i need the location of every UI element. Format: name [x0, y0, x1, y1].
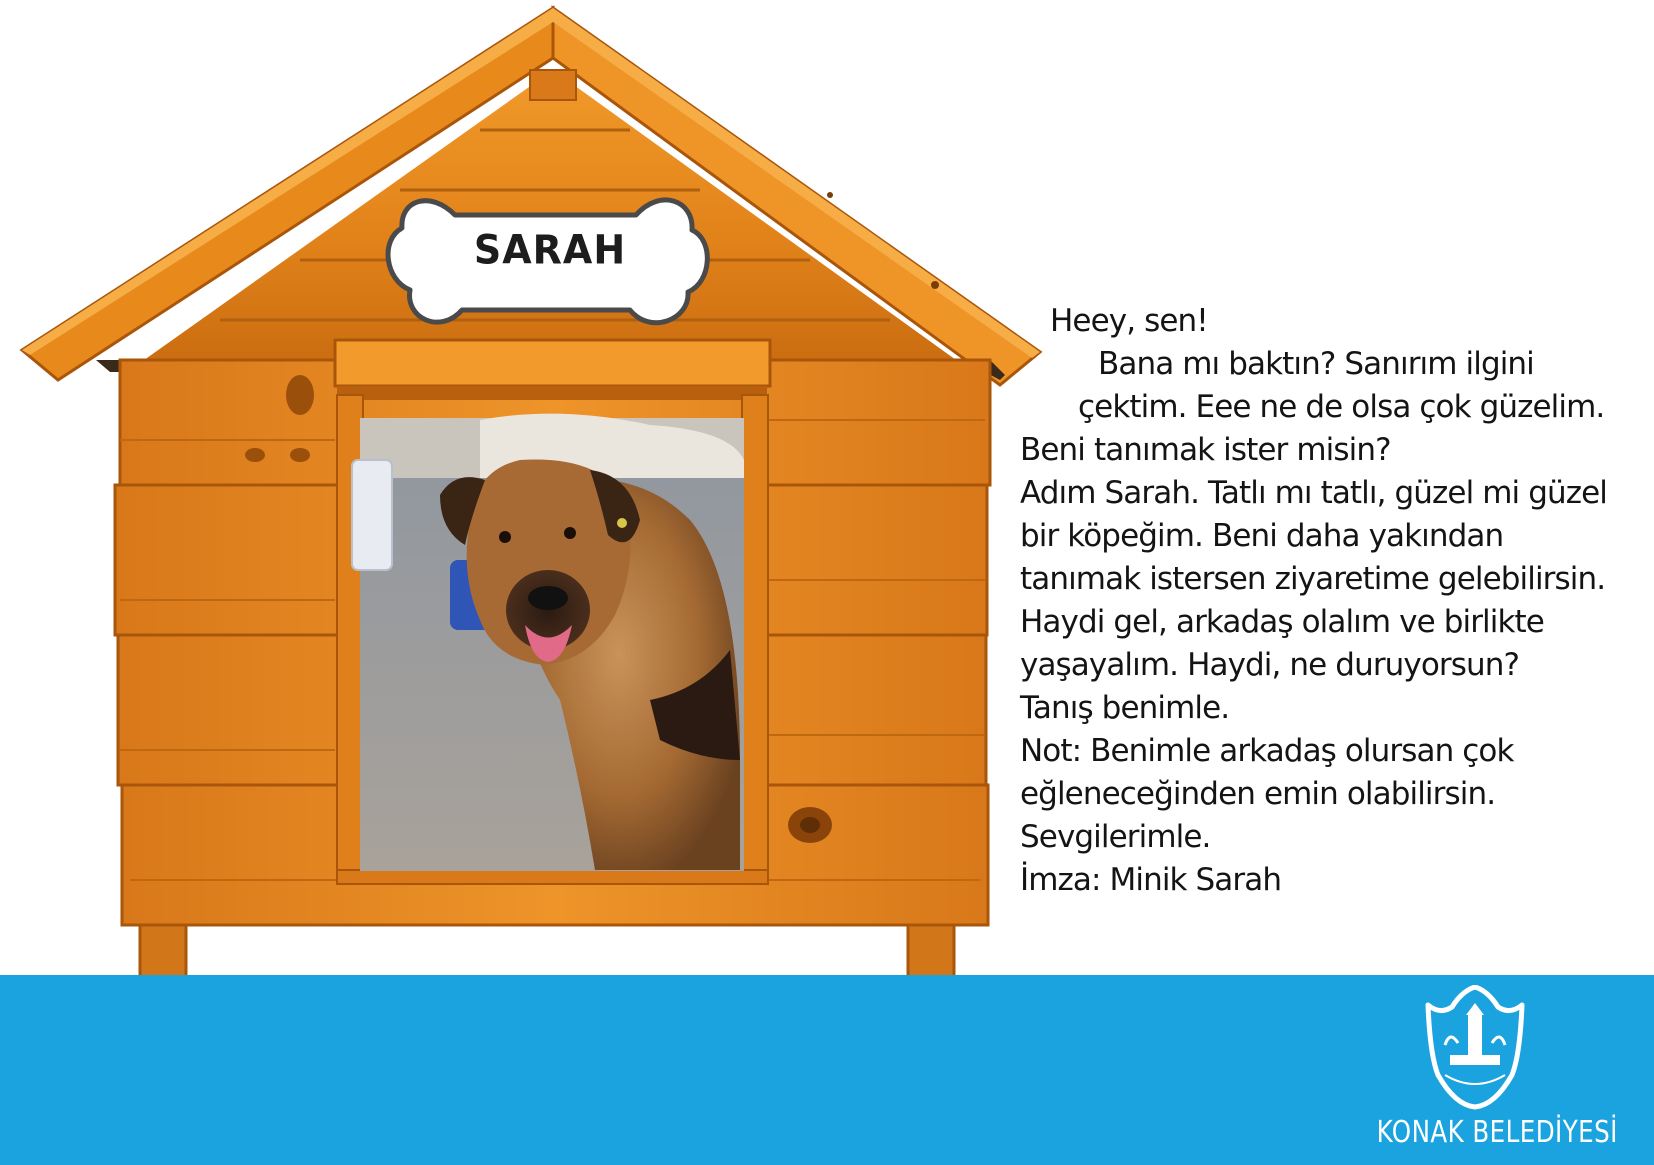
letter-line: Bana mı baktın? Sanırım ilgini	[1098, 346, 1534, 382]
letter-line: bir köpeğim. Beni daha yakından	[1020, 518, 1504, 554]
letter-line: Tanış benimle.	[1020, 690, 1230, 726]
wood-knot	[286, 375, 314, 415]
letter-line: Beni tanımak ister misin?	[1020, 432, 1391, 468]
municipality-emblem-icon	[1420, 985, 1530, 1110]
letter-line: İmza: Minik Sarah	[1020, 862, 1282, 898]
house-legs	[140, 925, 954, 977]
letter-line: eğleneceğinden emin olabilirsin.	[1020, 776, 1496, 812]
letter-line: Sevgilerimle.	[1020, 819, 1211, 855]
dog-photo	[352, 414, 744, 871]
letter-line: yaşayalım. Haydi, ne duruyorsun?	[1020, 647, 1520, 683]
municipality-name: KONAK BELEDİYESİ	[1376, 1115, 1618, 1150]
bone-name-text: SARAH	[473, 226, 627, 274]
letter-line: Not: Benimle arkadaş olursan çok	[1020, 733, 1514, 769]
letter-line: çektim. Eee ne de olsa çok güzelim.	[1078, 389, 1605, 425]
letter-line: Adım Sarah. Tatlı mı tatlı, güzel mi güzel	[1020, 475, 1607, 511]
letter-text	[1020, 300, 1640, 902]
letter-line: Haydi gel, arkadaş olalım ve birlikte	[1020, 604, 1544, 640]
letter-line: tanımak istersen ziyaretime gelebilirsin.	[1020, 561, 1606, 597]
letter-line: Heey, sen!	[1050, 303, 1208, 339]
